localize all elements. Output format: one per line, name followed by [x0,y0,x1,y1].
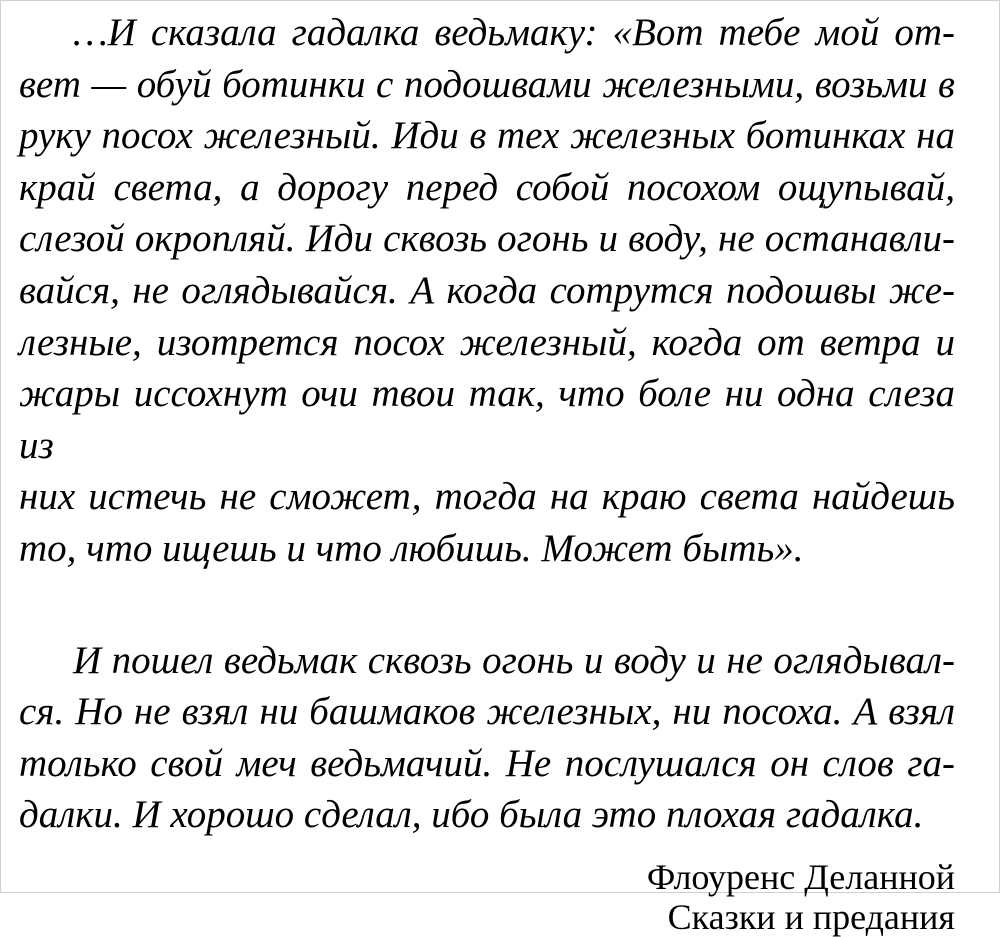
attribution-author: Флоуренс Деланной [646,856,955,897]
quote-paragraph-2 [19,635,955,841]
epigraph-quote [1,1,999,841]
quote-line: вет — обуй ботинки с подошвами железными, возьми в [19,62,955,106]
quote-line: только свой меч ведьмачий. Не послушался он слов га- [19,741,955,785]
attribution-work: Сказки и предания [667,896,955,937]
quote-line: руку посох железный. Иди в тех железных ботинках на [19,114,955,158]
quote-paragraph-1 [19,7,955,575]
quote-line: них истечь не сможет, тогда на краю света найдешь [19,475,955,519]
quote-line: лезные, изотрется посох железный, когда от ветра и [19,320,955,364]
quote-line: то, что ищешь и что любишь. Может быть». [19,526,804,570]
quote-line: далки. И хорошо сделал, ибо была это плохая гадалка. [19,793,924,837]
quote-line: ся. Но не взял ни башмаков железных, ни посоха. А взял [19,690,955,734]
quote-line: слезой окропляй. Иди сквозь огонь и воду, не останавли- [19,217,955,261]
attribution [1,857,999,937]
quote-line: вайся, не оглядывайся. А когда сотрутся подошвы же- [19,268,955,312]
quote-line: И пошел ведьмак сквозь огонь и воду и не оглядывал- [73,638,955,682]
quote-line: жары иссохнут очи твои так, что боле ни одна слеза из [19,372,955,467]
quote-line: край света, а дорогу перед собой посохом ощупывай, [19,165,955,209]
quote-line: …И сказала гадалка ведьмаку: «Вот тебе мой от- [73,11,955,54]
